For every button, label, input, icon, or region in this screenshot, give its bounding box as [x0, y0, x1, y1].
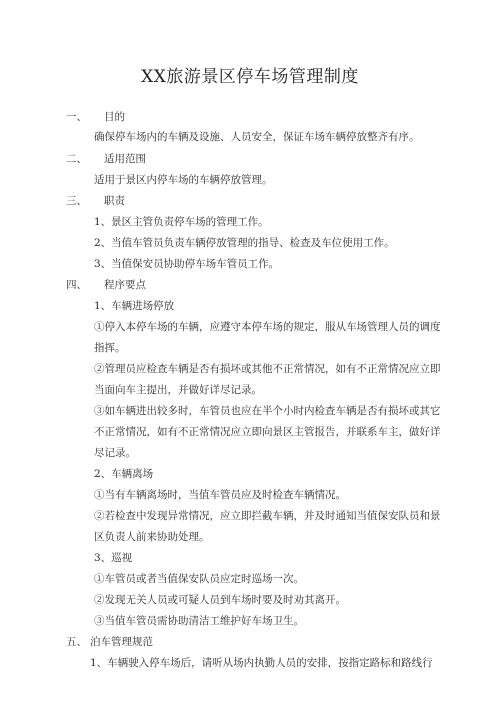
section-4-line-13: 3、巡视: [94, 552, 133, 564]
section-3-line-2: 2、当值车管员负责车辆停放管理的指导、检查及车位使用工作。: [94, 237, 395, 249]
section-4-line-1: 1、车辆进场停放: [94, 300, 175, 312]
section-5-heading: 泊车管理规范: [90, 636, 153, 648]
section-3-number: 三、: [66, 195, 87, 207]
section-4-line-9: 2、车辆离场: [94, 468, 154, 480]
section-1-number: 一、: [66, 111, 87, 123]
section-4-line-7: 不正常情况，如有不正常情况应立即向景区主管报告，并联系车主，做好详: [94, 426, 441, 438]
section-4-line-2: ①停入本停车场的车辆，应遵守本停车场的规定，服从车场管理人员的调度: [94, 321, 441, 333]
section-2-number: 二、: [66, 153, 87, 165]
section-4-line-11: ②若检查中发现异常情况，应立即拦截车辆，并及时通知当值保安队员和景: [94, 510, 441, 522]
section-4-line-4: ②管理员应检查车辆是否有损坏或其他不正常情况，如有不正常情况应立即: [94, 363, 441, 375]
section-4-line-16: ③当值车管员需协助清洁工维护好车场卫生。: [94, 615, 304, 627]
document-title: XX旅游景区停车场管理制度: [141, 67, 359, 87]
section-1-heading: 目的: [104, 111, 125, 123]
section-4-line-15: ②发现无关人员或可疑人员到车场时要及时劝其离开。: [94, 594, 346, 606]
section-3-line-1: 1、景区主管负责停车场的管理工作。: [94, 216, 269, 228]
section-4-line-12: 区负责人前来协助处理。: [94, 531, 210, 543]
section-4-line-14: ①车管员或者当值保安队员应定时巡场一次。: [94, 573, 304, 585]
section-5-line-1: 1、车辆驶入停车场后，请听从场内执勤人员的安排，按指定路标和路线行: [90, 657, 433, 669]
section-3-line-3: 3、当值保安员协助停车场车管员工作。: [94, 258, 280, 270]
section-5-number: 五、: [66, 636, 87, 648]
section-4-heading: 程序要点: [104, 279, 146, 291]
section-1-line-1: 确保停车场内的车辆及设施、人员安全，保证车场车辆停放整齐有序。: [94, 131, 420, 143]
section-4-line-3: 指挥。: [94, 342, 126, 354]
section-4-line-10: ①当有车辆离场时，当值车管员应及时检查车辆情况。: [94, 489, 346, 501]
section-2-heading: 适用范围: [104, 153, 146, 165]
section-4-line-8: 尽记录。: [94, 447, 136, 459]
section-2-line-1: 适用于景区内停车场的车辆停放管理。: [94, 174, 273, 186]
section-4-number: 四、: [66, 279, 87, 291]
section-4-line-6: ③如车辆进出较多时，车管员也应在半个小时内检查车辆是否有损坏或其它: [94, 405, 441, 417]
section-3-heading: 职责: [104, 195, 125, 207]
section-4-line-5: 当面向车主提出，并做好详尽记录。: [94, 384, 262, 396]
